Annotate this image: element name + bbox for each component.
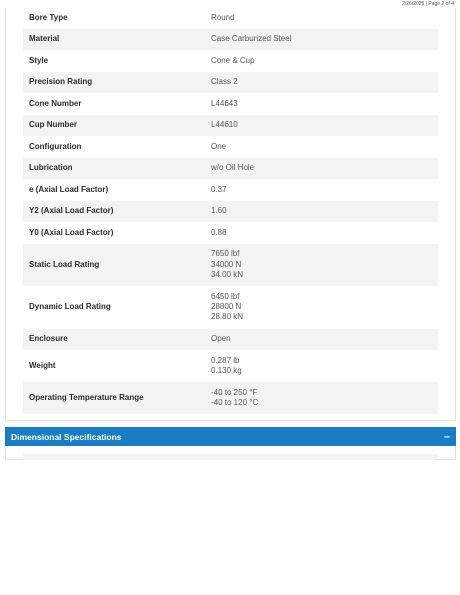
- table-row: [23, 382, 438, 414]
- spec-value-line: -40 to 250 °F: [211, 387, 258, 397]
- table-row-placeholder: [23, 454, 438, 460]
- table-row: [23, 201, 438, 223]
- spec-value: [211, 356, 438, 376]
- spec-value-line: 7650 lbf: [211, 249, 240, 259]
- spec-value-line: Cone & Cup: [211, 55, 255, 65]
- minus-icon[interactable]: –: [443, 430, 450, 443]
- spec-label: Cone Number: [29, 98, 82, 108]
- spec-label: Operating Temperature Range: [29, 393, 144, 402]
- spec-value-line: w/o Oil Hole: [211, 163, 255, 173]
- spec-label: Dynamic Load Rating: [29, 302, 111, 312]
- table-row: [23, 244, 438, 287]
- spec-value-line: 34000 N: [211, 259, 242, 269]
- table-row: [23, 350, 438, 382]
- spec-value: [211, 388, 438, 408]
- spec-label: Material: [29, 34, 60, 44]
- table-row: [23, 50, 438, 72]
- table-row: [23, 29, 438, 51]
- table-row: [23, 136, 438, 158]
- specifications-card: [5, 8, 456, 421]
- spec-value: [211, 249, 438, 280]
- spec-value-line: 28800 N: [211, 302, 242, 312]
- spec-label: Weight: [29, 361, 56, 370]
- spec-value: [211, 292, 438, 323]
- table-row: [23, 93, 438, 115]
- spec-value-line: L44643: [211, 98, 238, 108]
- spec-value: [211, 99, 438, 109]
- spec-value-line: 0.130 kg: [211, 366, 242, 375]
- spec-value: [211, 120, 438, 130]
- table-row: [23, 158, 438, 180]
- spec-value: [211, 13, 438, 23]
- spec-value: [211, 77, 438, 87]
- spec-label: Y2 (Axial Load Factor): [29, 206, 114, 216]
- spec-label: e (Axial Load Factor): [29, 184, 109, 194]
- spec-value-line: Round: [211, 13, 235, 23]
- spec-value-line: 28.80 kN: [211, 312, 244, 322]
- page-header: 2/26/2025 | Page 2 of 4: [402, 1, 454, 7]
- spec-label: Lubrication: [29, 163, 73, 173]
- spec-value: [211, 206, 438, 216]
- spec-value-line: Open: [211, 334, 231, 344]
- spec-value-line: L44610: [211, 120, 238, 130]
- spec-value-line: Class 2: [211, 77, 238, 87]
- spec-label: Configuration: [29, 141, 82, 151]
- spec-value-line: 34.00 kN: [211, 269, 244, 279]
- spec-label: Y0 (Axial Load Factor): [29, 227, 114, 237]
- spec-value-line: 0.287 lb: [211, 355, 240, 365]
- spec-value: [211, 163, 438, 173]
- spec-value: [211, 228, 438, 238]
- spec-label: Enclosure: [29, 334, 68, 344]
- dimensional-specifications-body: [5, 446, 456, 460]
- table-row: [23, 286, 438, 329]
- spec-label: Cup Number: [29, 120, 77, 130]
- spec-value-line: 1.60: [211, 206, 227, 216]
- dimensional-specifications-header[interactable]: [5, 427, 456, 446]
- spec-value-line: One: [211, 141, 227, 151]
- spec-value: [211, 142, 438, 152]
- table-row: [23, 179, 438, 201]
- table-row: [23, 8, 438, 29]
- spec-label: Precision Rating: [29, 77, 93, 87]
- specifications-table: [23, 8, 438, 414]
- spec-value: [211, 334, 438, 344]
- section-title: Dimensional Specifications: [11, 431, 122, 442]
- table-row: [23, 72, 438, 94]
- spec-value: [211, 34, 438, 44]
- spec-value-line: 0.37: [211, 184, 227, 194]
- table-row: [23, 222, 438, 244]
- table-row: [23, 329, 438, 351]
- table-row: [23, 115, 438, 137]
- spec-value-line: 6450 lbf: [211, 291, 240, 301]
- spec-value-line: 0.88: [211, 227, 227, 237]
- spec-value: [211, 185, 438, 195]
- spec-value-line: Case Carburized Steel: [211, 34, 292, 44]
- spec-label: Static Load Rating: [29, 259, 100, 269]
- spec-label: Style: [29, 55, 49, 65]
- spec-value-line: -40 to 120 °C: [211, 398, 259, 407]
- spec-value: [211, 56, 438, 66]
- spec-label: Bore Type: [29, 13, 68, 23]
